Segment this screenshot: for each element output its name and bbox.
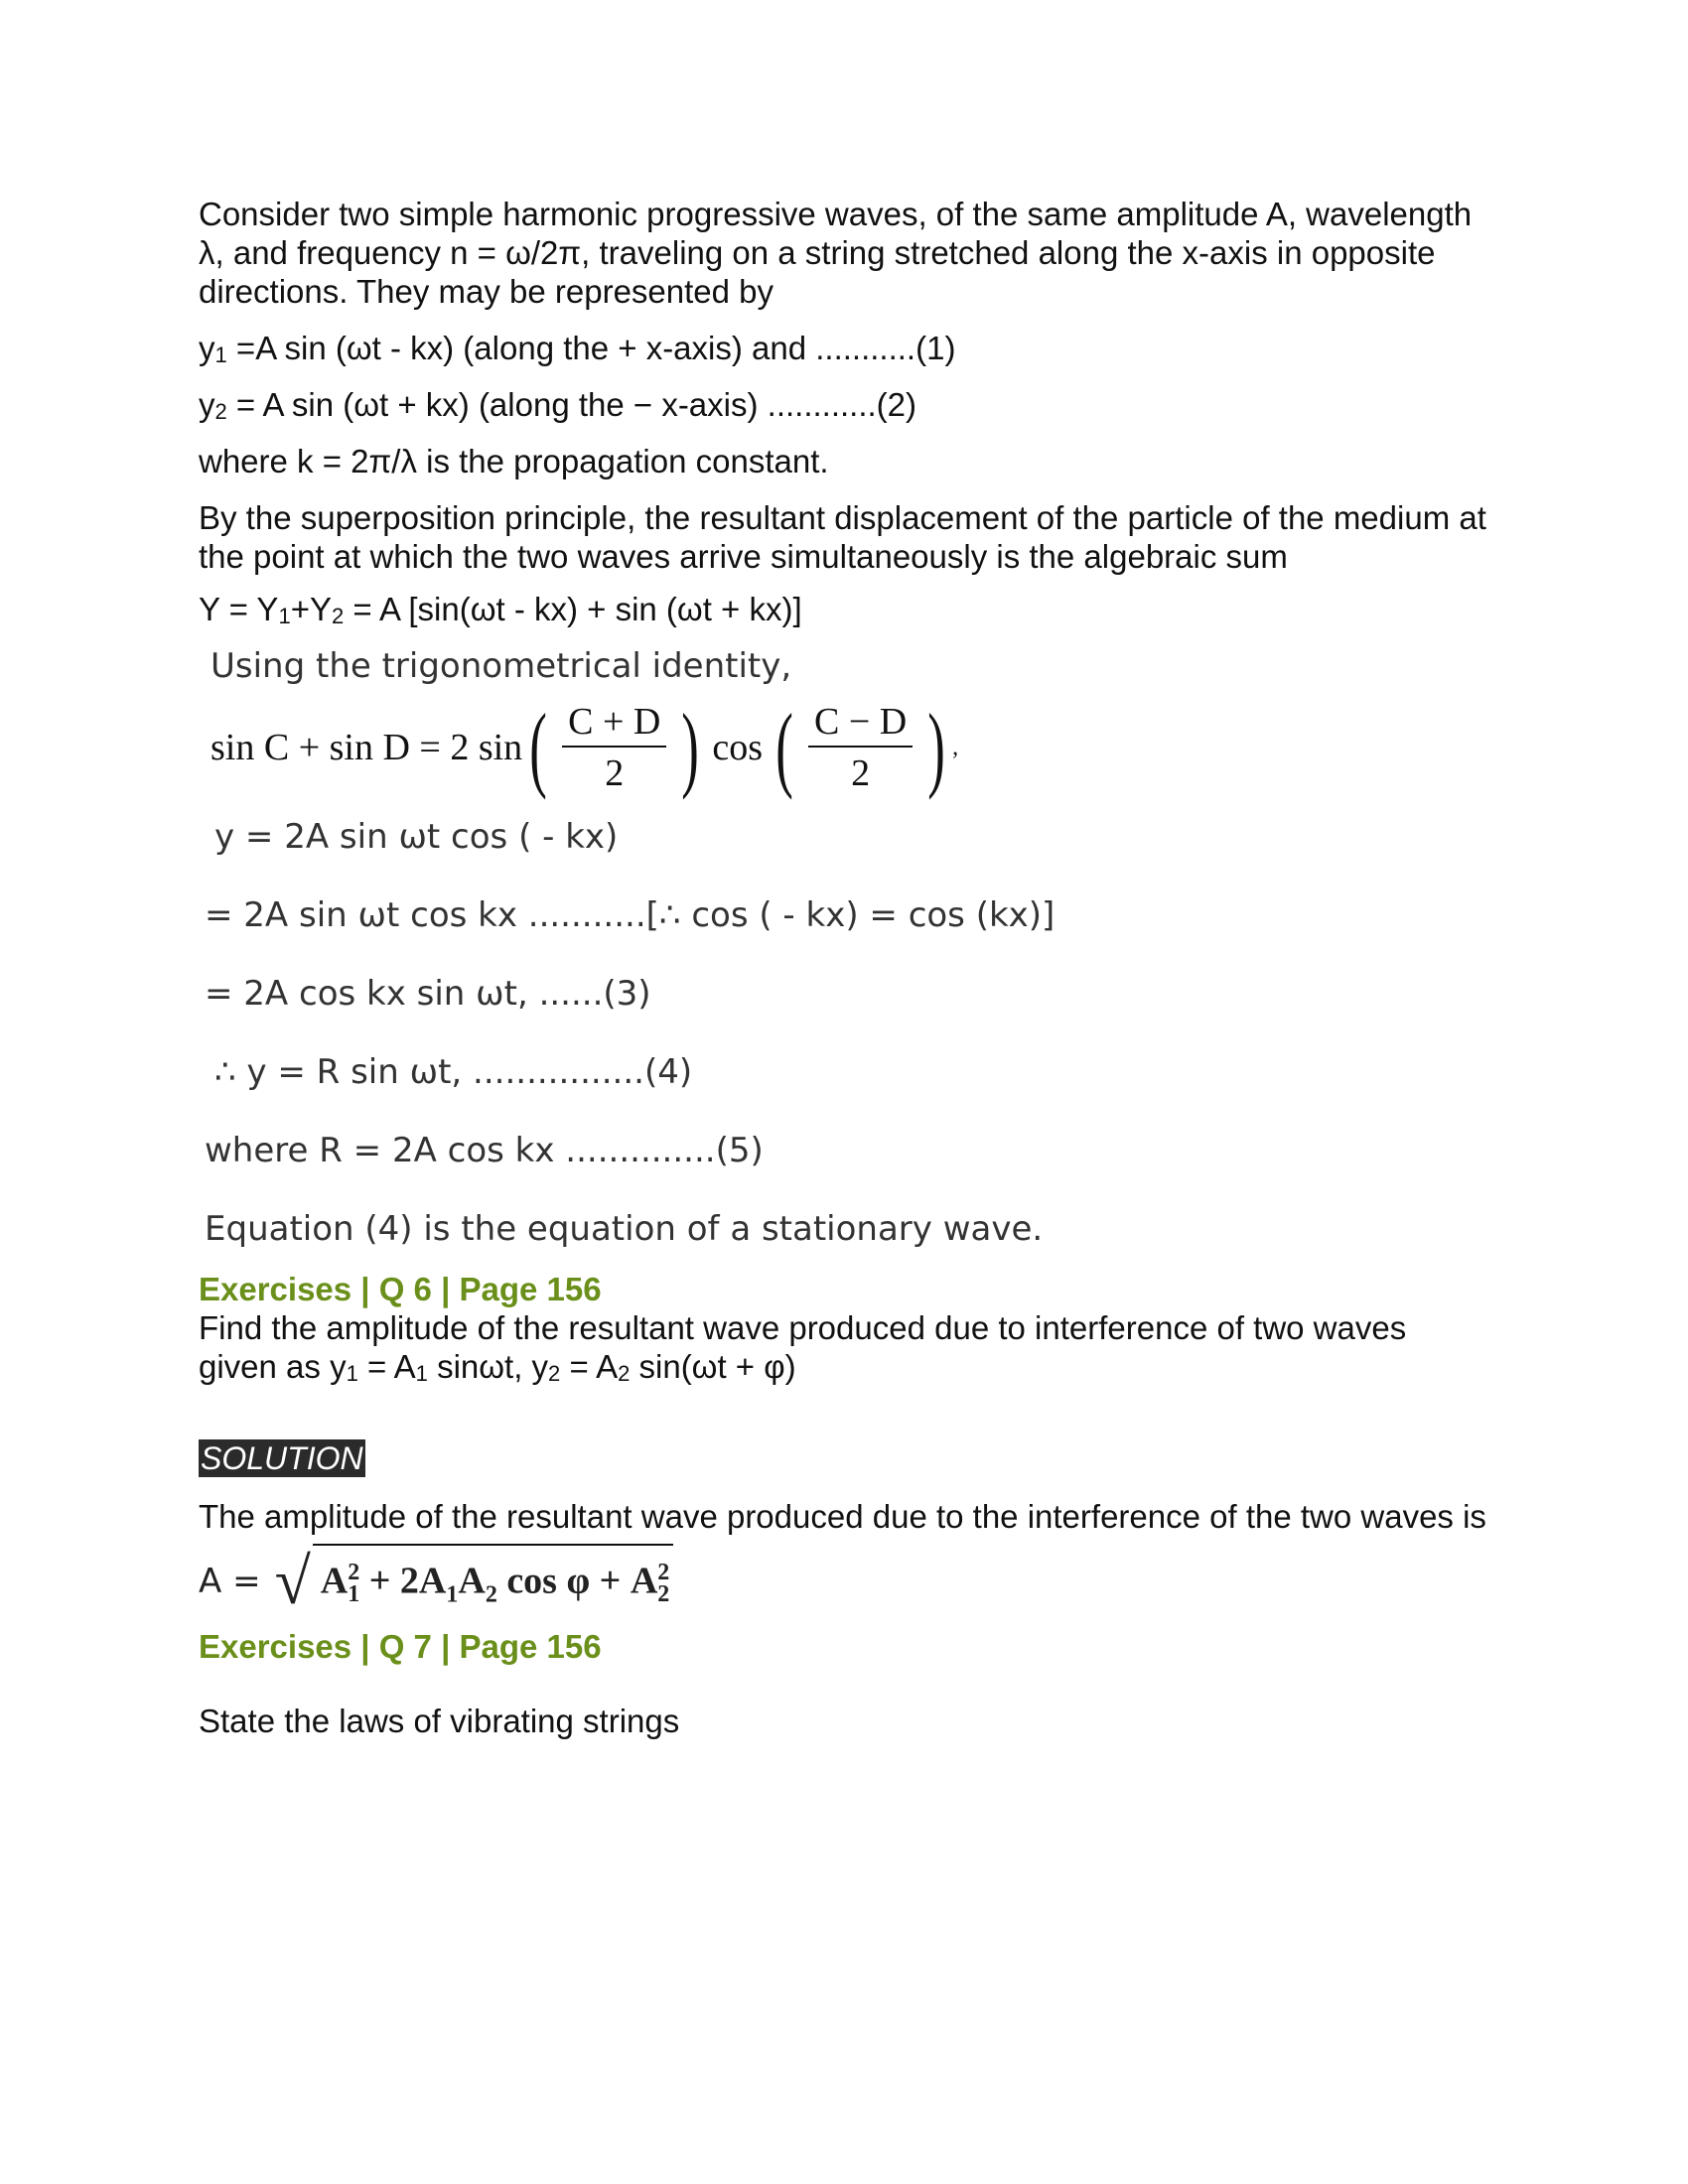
q6-text: given as y (199, 1348, 347, 1385)
fraction-numerator: C + D (562, 702, 666, 748)
subscript: 1 (348, 1581, 360, 1608)
superposition-sum (199, 590, 1499, 628)
term: + 2A (359, 1560, 447, 1602)
q6-subscript: 2 (548, 1361, 561, 1386)
amplitude-formula (199, 1545, 1499, 1618)
term: A (458, 1560, 486, 1602)
q6-text: = A (560, 1348, 619, 1385)
eq1-symbol: y (199, 330, 215, 366)
fraction-denominator: 2 (851, 752, 871, 794)
q6-text: sinωt, y (427, 1348, 549, 1385)
radicand (313, 1544, 673, 1614)
superscript: 2 (657, 1560, 670, 1585)
sum-part-a: Y = Y (199, 591, 279, 627)
subscript: 2 (657, 1581, 670, 1608)
fraction-c-minus-d (808, 702, 913, 793)
q7-question: State the laws of vibrating strings (199, 1703, 680, 1740)
superposition-paragraph: By the superposition principle, the resultant displacement of the particle of the medium at the point at which the two waves arrive simultaneously is the algebraic sum (199, 499, 1486, 575)
eq2-text: = A sin (ωt + kx) (along the − x-axis) ............(2) (226, 386, 917, 423)
propagation-constant-definition: where k = 2π/λ is the propagation constant. (199, 443, 829, 479)
document-page (199, 195, 1499, 1758)
fraction-numerator: C − D (808, 702, 913, 748)
eq1-text: =A sin (ωt - kx) (along the + x-axis) and ...........(1) (226, 330, 956, 366)
trig-identity (211, 694, 1499, 800)
equation-2 (199, 385, 1499, 424)
derivation-line: Equation (4) is the equation of a stationary wave. (205, 1209, 1044, 1249)
sum-subscript-2: 2 (331, 604, 345, 628)
identity-intro: Using the trigonometrical identity, (211, 646, 792, 686)
sum-part-b: +Y (290, 591, 332, 627)
fraction-c-plus-d (562, 702, 666, 793)
subscript: 1 (446, 1581, 459, 1608)
identity-lhs: sin C + sin D = 2 sin (211, 727, 523, 768)
q6-answer: The amplitude of the resultant wave produced due to the interference of the two waves is (199, 1498, 1486, 1535)
superscript: 2 (348, 1560, 360, 1585)
q6-text: sin(ωt + φ) (630, 1348, 796, 1385)
eq1-subscript: 1 (214, 342, 227, 367)
q6-question (199, 1308, 1499, 1386)
q6-subscript: 2 (618, 1361, 631, 1386)
eq2-subscript: 2 (214, 399, 227, 424)
right-paren-1: ) (681, 694, 700, 800)
q7-heading: Exercises | Q 7 | Page 156 (199, 1628, 602, 1666)
intro-paragraph: Consider two simple harmonic progressive waves, of the same amplitude A, wavelength λ, and frequency n = ω/2π, traveling on a string stretched along the x-axis in opposite directions. They may be represented by (199, 196, 1473, 310)
identity-comma: , (952, 735, 959, 760)
sum-part-c: = A [sin(ωt - kx) + sin (ωt + kx)] (344, 591, 802, 627)
eq2-symbol: y (199, 386, 215, 423)
derivation-line: ∴ y = R sin ωt, ................(4) (214, 1052, 693, 1092)
derivation-line: = 2A cos kx sin ωt, ......(3) (205, 974, 651, 1014)
q6-heading: Exercises | Q 6 | Page 156 (199, 1271, 602, 1307)
derivation-line: where R = 2A cos kx ..............(5) (205, 1131, 764, 1170)
solution-label-row (199, 1404, 1499, 1497)
term: cos φ + A (496, 1560, 658, 1602)
subscript: 2 (485, 1581, 497, 1608)
sum-subscript-1: 1 (278, 604, 291, 628)
equation-1 (199, 329, 1499, 367)
left-paren-1: ( (529, 694, 547, 800)
term: A (320, 1560, 349, 1602)
left-paren-2: ( (775, 694, 793, 800)
q6-text: = A (357, 1348, 416, 1385)
derivation-block (205, 646, 1499, 1249)
square-root-icon: √ (274, 1545, 311, 1618)
solution-label: SOLUTION (201, 1440, 363, 1476)
derivation-line: = 2A sin ωt cos kx ...........[∴ cos ( - kx) = cos (kx)] (205, 895, 1055, 935)
q6-subscript: 1 (346, 1361, 358, 1386)
q6-subscript: 1 (415, 1361, 428, 1386)
cos-function: cos (712, 727, 763, 768)
right-paren-2: ) (927, 694, 945, 800)
fraction-denominator: 2 (605, 752, 625, 794)
q6-line-1: Find the amplitude of the resultant wave produced due to interference of two waves (199, 1309, 1407, 1346)
derivation-line: y = 2A sin ωt cos ( - kx) (214, 817, 619, 857)
formula-lhs: A = (199, 1562, 261, 1602)
